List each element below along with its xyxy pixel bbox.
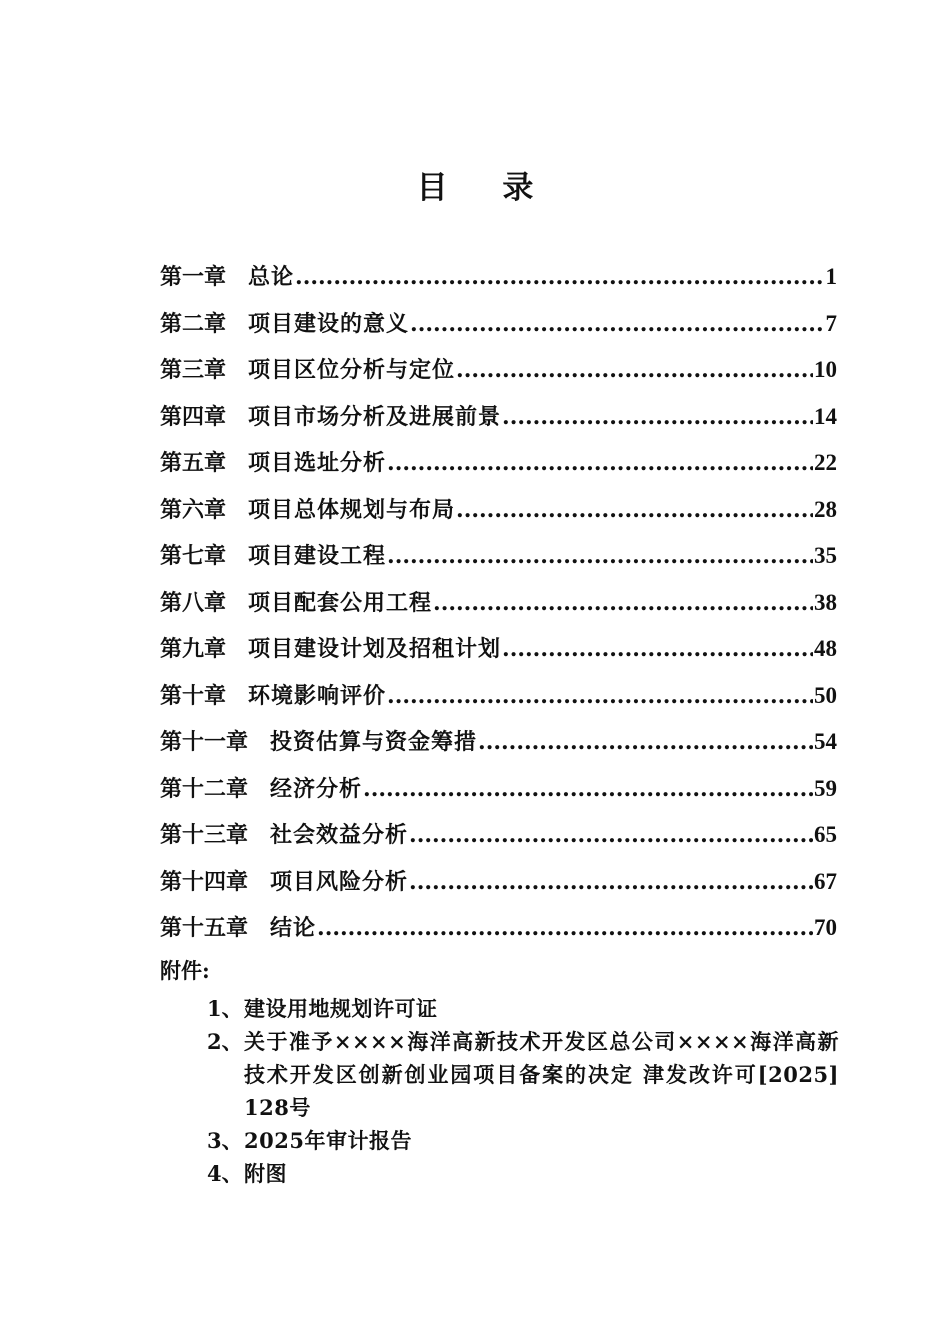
appendix-heading: 附件: — [160, 958, 210, 983]
toc-chapter-title: 项目总体规划与布局 — [248, 496, 456, 523]
toc-leader-dots — [410, 301, 824, 348]
toc-chapter-label: 第三章 — [160, 357, 227, 383]
toc-chapter-label: 第八章 — [160, 589, 227, 616]
appendix-item — [207, 1124, 839, 1157]
toc-chapter-label: 第五章 — [160, 450, 227, 476]
toc-leader-dots — [387, 673, 813, 720]
appendix-item — [207, 992, 839, 1025]
toc-page-number: 59 — [814, 775, 837, 801]
table-of-contents — [160, 254, 837, 952]
toc-page-number: 65 — [814, 822, 837, 847]
toc-page-number: 10 — [814, 357, 837, 382]
toc-page-number: 28 — [814, 496, 837, 522]
toc-chapter-title: 项目建设的意义 — [248, 310, 410, 337]
toc-leader-dots — [295, 254, 824, 301]
toc-chapter-label: 第二章 — [160, 310, 227, 337]
toc-chapter-label: 第一章 — [160, 264, 227, 290]
toc-chapter-label: 第四章 — [160, 403, 227, 430]
toc-entry[interactable] — [160, 626, 837, 673]
toc-page-number: 35 — [814, 543, 837, 568]
toc-chapter-title: 项目风险分析 — [270, 868, 409, 895]
appendix-text: 关于准予××××海洋高新技术开发区总公司××××海洋高新技术开发区创新创业园项目备案的决定 津发改许可[2025] 128号 — [244, 1029, 839, 1120]
page-title: 目 录 — [416, 170, 556, 206]
toc-page-number: 67 — [814, 868, 837, 894]
toc-chapter-title: 环境影响评价 — [248, 682, 387, 709]
toc-entry[interactable] — [160, 812, 837, 859]
toc-entry[interactable] — [160, 487, 837, 534]
toc-entry[interactable] — [160, 347, 837, 394]
toc-entry[interactable] — [160, 905, 837, 952]
toc-entry[interactable] — [160, 440, 837, 487]
toc-leader-dots — [456, 487, 813, 534]
toc-chapter-label: 第九章 — [160, 636, 227, 662]
appendix-number: 1、 — [207, 996, 243, 1021]
toc-leader-dots — [387, 533, 813, 580]
toc-entry[interactable] — [160, 859, 837, 906]
toc-page-number: 1 — [825, 264, 837, 289]
toc-leader-dots — [409, 812, 813, 859]
appendix-text: 2025年审计报告 — [244, 1128, 412, 1153]
appendix-text: 建设用地规划许可证 — [244, 996, 438, 1021]
toc-page-number: 14 — [814, 403, 837, 429]
toc-chapter-title: 项目选址分析 — [248, 450, 387, 476]
toc-chapter-title: 经济分析 — [270, 775, 363, 802]
appendix-number: 2、 — [207, 1029, 243, 1054]
toc-page-number: 22 — [814, 450, 837, 475]
toc-chapter-title: 投资估算与资金筹措 — [270, 729, 478, 755]
toc-entry[interactable] — [160, 673, 837, 720]
appendix-number: 3、 — [207, 1128, 243, 1153]
toc-page-number: 48 — [814, 636, 837, 661]
appendix-list — [207, 992, 839, 1190]
toc-chapter-label: 第十一章 — [160, 729, 249, 755]
toc-entry[interactable] — [160, 766, 837, 813]
toc-chapter-label: 第十三章 — [160, 822, 249, 848]
toc-chapter-title: 社会效益分析 — [270, 822, 409, 848]
toc-entry[interactable] — [160, 580, 837, 627]
toc-chapter-title: 项目区位分析与定位 — [248, 357, 456, 383]
toc-entry[interactable] — [160, 533, 837, 580]
toc-chapter-title: 总论 — [248, 264, 295, 290]
toc-leader-dots — [387, 440, 813, 487]
toc-chapter-label: 第十四章 — [160, 868, 249, 895]
toc-chapter-label: 第十二章 — [160, 775, 249, 802]
toc-page-number: 50 — [814, 682, 837, 708]
toc-page-number: 7 — [825, 310, 837, 336]
toc-leader-dots — [456, 347, 813, 394]
toc-entry[interactable] — [160, 719, 837, 766]
toc-chapter-title: 项目配套公用工程 — [248, 589, 433, 616]
toc-chapter-title: 项目市场分析及进展前景 — [248, 403, 502, 430]
toc-chapter-title: 结论 — [270, 915, 317, 941]
toc-page-number: 70 — [814, 915, 837, 940]
toc-leader-dots — [409, 859, 813, 906]
toc-leader-dots — [433, 580, 813, 627]
toc-entry[interactable] — [160, 301, 837, 348]
toc-leader-dots — [502, 394, 813, 441]
toc-leader-dots — [502, 626, 813, 673]
toc-chapter-title: 项目建设工程 — [248, 543, 387, 569]
toc-entry[interactable] — [160, 394, 837, 441]
toc-page-number: 38 — [814, 589, 837, 615]
toc-chapter-label: 第十章 — [160, 682, 227, 709]
appendix-item — [207, 1025, 839, 1124]
toc-chapter-label: 第十五章 — [160, 915, 249, 941]
appendix-number: 4、 — [207, 1161, 243, 1186]
toc-leader-dots — [363, 766, 813, 813]
toc-page-number: 54 — [814, 729, 837, 754]
toc-chapter-label: 第六章 — [160, 496, 227, 523]
toc-chapter-label: 第七章 — [160, 543, 227, 569]
toc-leader-dots — [317, 905, 813, 952]
appendix-item — [207, 1157, 839, 1190]
appendix-text: 附图 — [244, 1161, 287, 1186]
toc-leader-dots — [478, 719, 813, 766]
toc-entry[interactable] — [160, 254, 837, 301]
toc-chapter-title: 项目建设计划及招租计划 — [248, 636, 502, 662]
